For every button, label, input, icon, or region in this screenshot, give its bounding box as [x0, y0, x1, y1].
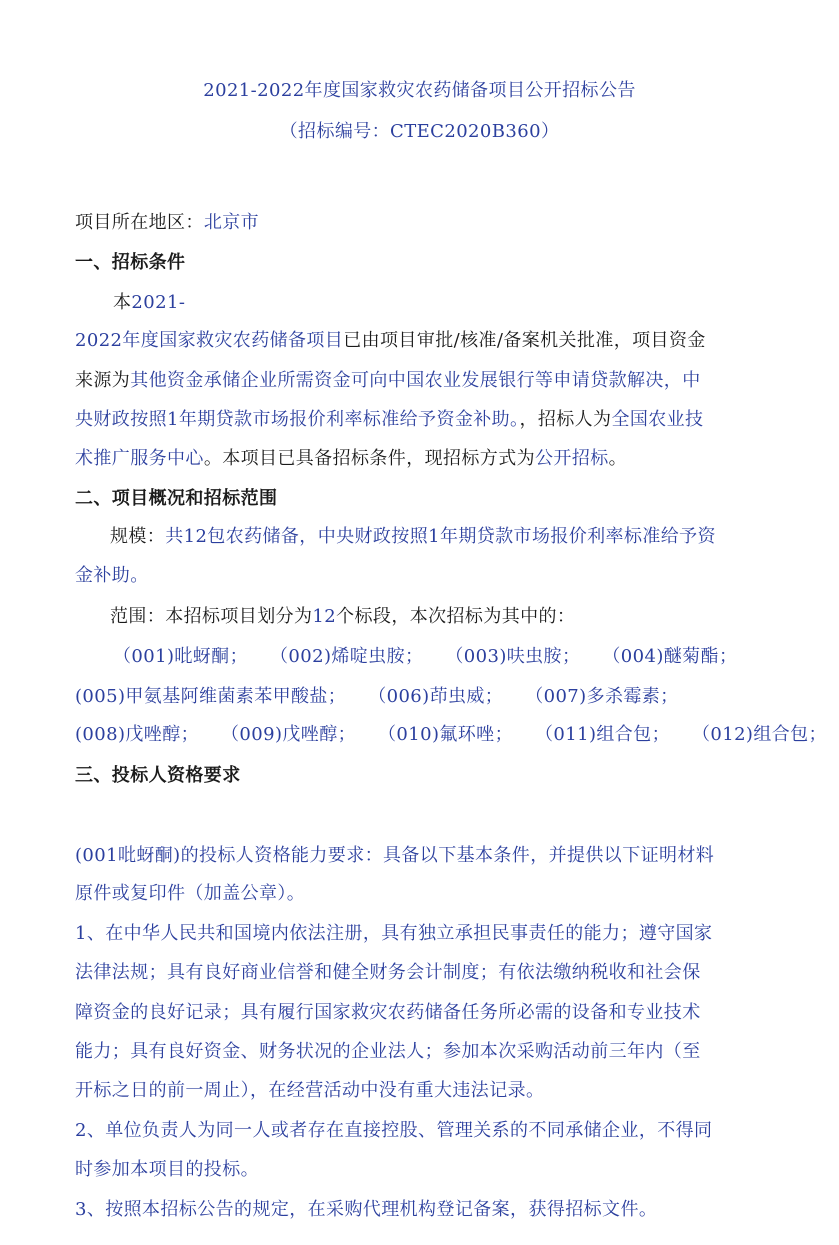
project-region [75, 210, 259, 236]
qualification-intro-line1: (001吡蚜酮)的投标人资格能力要求：具备以下基本条件，并提供以下证明材料 [75, 845, 715, 866]
section1-line3: 来源为其他资金承储企业所需资金可向中国农业发展银行等申请贷款解决，中 [75, 370, 701, 391]
lot-item: （004)醚菊酯； [602, 646, 738, 667]
region-label: 项目所在地区： [75, 212, 204, 233]
requirement-2-line: 2、单位负责人为同一人或者存在直接控股、管理关系的不同承储企业，不得同 [75, 1120, 713, 1141]
tenderer-name: 全国农业技 [611, 409, 704, 430]
lot-item: （002)烯啶虫胺； [269, 646, 424, 667]
tenderer-name-cont: 术推广服务中心 [75, 448, 204, 469]
section-heading-project-overview: 二、项目概况和招标范围 [75, 488, 278, 509]
lot-item: （012)组合包； [691, 724, 827, 745]
region-value: 北京市 [203, 212, 260, 233]
requirement-3-line: 3、按照本招标公告的规定，在采购代理机构登记备案，获得招标文件。 [75, 1199, 658, 1220]
requirement-1-line: 开标之日的前一周止），在经营活动中没有重大违法记录。 [75, 1080, 545, 1101]
funding-source-cont: 央财政按照1年期贷款市场报价利率标准给予资金补助。 [75, 409, 520, 430]
lot-item: （001)吡蚜酮； [113, 646, 248, 667]
project-name-cont: 2022年度国家救灾农药储备项目 [75, 330, 344, 351]
lot-item: （010)氟环唑； [378, 724, 513, 745]
section1-line2: 2022年度国家救灾农药储备项目已由项目审批/核准/备案机关批准，项目资金 [75, 330, 706, 351]
funding-source: 其他资金承储企业所需资金可向中国农业发展银行等申请贷款解决，中 [130, 370, 701, 391]
lot-item: (008)戊唑醇； [75, 724, 200, 745]
lot-count: 12 [312, 606, 337, 627]
section-heading-bidder-qualifications: 三、投标人资格要求 [75, 765, 241, 786]
lot-item: （006)茚虫威； [368, 686, 504, 707]
requirement-1-line: 障资金的良好记录；具有履行国家救灾农药储备任务所必需的设备和专业技术 [75, 1002, 701, 1023]
requirement-2-line: 时参加本项目的投标。 [75, 1159, 259, 1180]
qualification-intro-line2: 原件或复印件（加盖公章）。 [75, 883, 306, 904]
section-heading-bidding-conditions: 一、招标条件 [75, 252, 186, 273]
section1-line1: 本2021- [113, 292, 186, 313]
bid-number: （招标编号：CTEC2020B360） [279, 121, 560, 142]
bidding-method: 公开招标 [535, 448, 609, 469]
lots-row-1 [113, 644, 737, 670]
scope-line: 范围：本招标项目划分为12个标段，本次招标为其中的： [110, 606, 576, 627]
lot-item: （003)呋虫胺； [445, 646, 581, 667]
scale-value: 共12包农药储备，中央财政按照1年期贷款市场报价利率标准给予资 [165, 526, 716, 547]
requirement-1-line: 法律法规；具有良好商业信誉和健全财务会计制度；有依法缴纳税收和社会保 [75, 962, 701, 983]
requirement-1-line: 1、在中华人民共和国境内依法注册，具有独立承担民事责任的能力；遵守国家 [75, 923, 713, 944]
scale-line1: 规模：共12包农药储备，中央财政按照1年期贷款市场报价利率标准给予资 [110, 526, 716, 547]
lot-item: （009)戊唑醇； [221, 724, 356, 745]
lot-item: （011)组合包； [534, 724, 670, 745]
project-name: 2021- [131, 292, 186, 313]
section1-line5: 术推广服务中心。本项目已具备招标条件，现招标方式为公开招标。 [75, 448, 628, 469]
lots-row-3 [75, 722, 827, 748]
document-title: 2021-2022年度国家救灾农药储备项目公开招标公告 [203, 80, 636, 101]
lots-row-2 [75, 684, 679, 710]
section1-line4: 央财政按照1年期贷款市场报价利率标准给予资金补助。，招标人为全国农业技 [75, 409, 704, 430]
requirement-1-line: 能力；具有良好资金、财务状况的企业法人；参加本次采购活动前三年内（至 [75, 1041, 701, 1062]
scale-line2: 金补助。 [75, 565, 149, 586]
lot-item: (005)甲氨基阿维菌素苯甲酸盐； [75, 686, 347, 707]
lot-item: （007)多杀霉素； [525, 686, 679, 707]
